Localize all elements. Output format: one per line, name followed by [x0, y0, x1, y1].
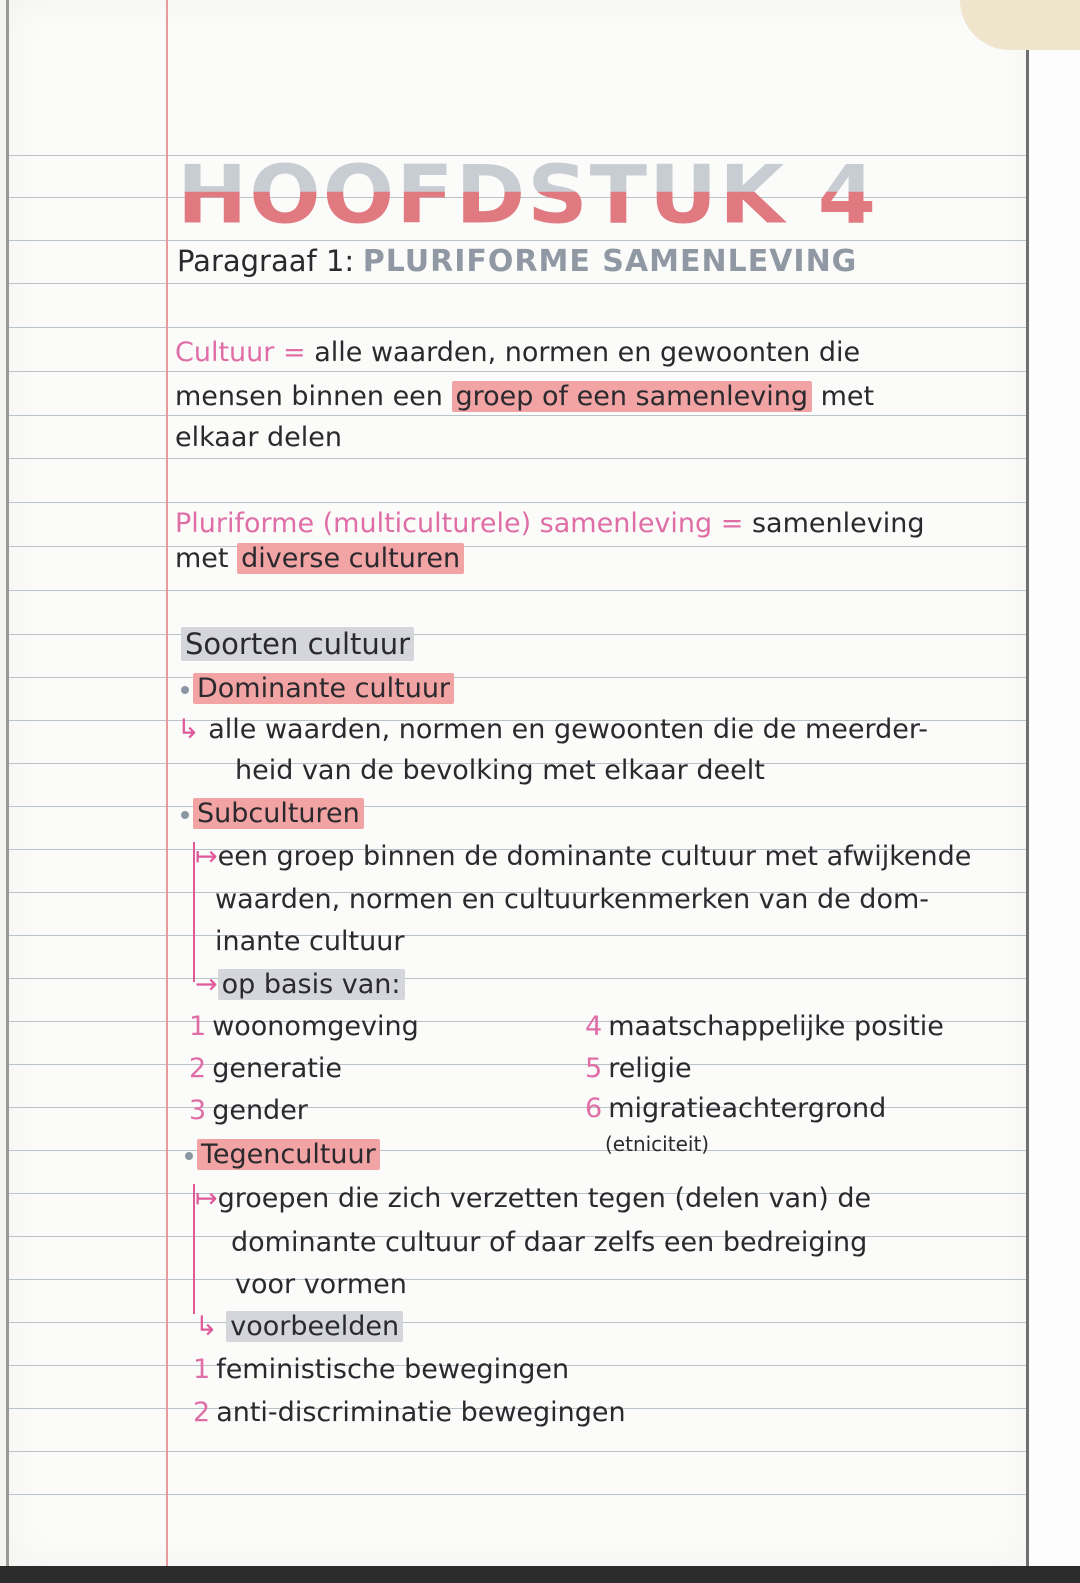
definition-text: met [820, 381, 875, 412]
item-text: migratieachtergrond [608, 1093, 887, 1124]
basis-item [585, 1052, 692, 1086]
paragraph-title: PLURIFORME SAMENLEVING [362, 244, 858, 279]
item-text: woonomgeving [212, 1011, 419, 1042]
chapter-title: HOOFDSTUK 4 [177, 148, 879, 242]
arrow-icon: ↦ [195, 1183, 218, 1214]
return-arrow-icon: ↳ [177, 714, 200, 745]
return-arrow-icon: ↳ [195, 1311, 218, 1342]
equals-sign: = [720, 508, 744, 539]
basis-item [585, 1010, 944, 1044]
basis-item [585, 1092, 886, 1126]
notebook-page [6, 0, 1029, 1566]
voorbeelden-line [195, 1310, 403, 1344]
subculturen-label: Subculturen [193, 798, 364, 829]
highlighted-phrase: diverse culturen [237, 543, 464, 574]
item-text: gender [212, 1095, 308, 1126]
definition-text: met [175, 543, 229, 574]
highlighted-phrase: groep of een samenleving [452, 381, 813, 412]
section-heading [181, 627, 414, 661]
next-page-edge [1026, 50, 1080, 1566]
definition-text: samenleving [751, 508, 925, 539]
pluriforme-definition-line1 [175, 507, 924, 541]
tegencultuur-definition-line1 [195, 1182, 871, 1216]
example-item [193, 1353, 569, 1387]
bullet-icon [185, 1152, 193, 1160]
item-number: 2 [189, 1053, 207, 1084]
bullet-icon [181, 686, 189, 694]
basis-item [189, 1010, 419, 1044]
paragraph-heading [177, 244, 857, 280]
op-basis-van [195, 968, 405, 1002]
definition-text: alle waarden, normen en gewoonten die [314, 337, 861, 368]
subculturen-definition-line1 [195, 840, 971, 874]
voorbeelden-label: voorbeelden [226, 1311, 403, 1342]
item-number: 4 [585, 1011, 603, 1042]
dominante-definition-line2: heid van de bevolking met elkaar deelt [235, 755, 765, 786]
bottom-edge [0, 1566, 1080, 1583]
item-text: maatschappelijke positie [608, 1011, 944, 1042]
item-text: anti-discriminatie bewegingen [216, 1397, 626, 1428]
item-number: 3 [189, 1095, 207, 1126]
bullet-icon [181, 811, 189, 819]
notes-content [9, 0, 1029, 1566]
cultuur-definition-line3: elkaar delen [175, 422, 343, 453]
subculturen-definition-line2: waarden, normen en cultuurkenmerken van de dom- [215, 884, 930, 915]
example-item [193, 1396, 626, 1430]
item-text: feministische bewegingen [216, 1354, 570, 1385]
definition-text: een groep binnen de dominante cultuur met afwijkende [217, 841, 972, 872]
definition-text: mensen binnen een [175, 381, 443, 412]
dominante-definition-line1 [177, 713, 928, 747]
pluriforme-term: Pluriforme (multiculturele) samenleving [175, 508, 713, 539]
pluriforme-definition-line2 [175, 542, 464, 576]
soorten-cultuur-heading: Soorten cultuur [181, 627, 414, 661]
cultuur-definition-line1 [175, 336, 860, 370]
equals-sign: = [282, 337, 306, 368]
arrow-icon: → [195, 969, 218, 1000]
item-number: 1 [193, 1354, 211, 1385]
dominante-item [181, 672, 454, 706]
dominante-label: Dominante cultuur [193, 673, 454, 704]
definition-text: alle waarden, normen en gewoonten die de meerder- [208, 714, 929, 745]
item-text: religie [608, 1053, 692, 1084]
item-text: generatie [212, 1053, 343, 1084]
tegencultuur-label: Tegencultuur [197, 1139, 380, 1170]
paragraph-label: Paragraaf 1: [177, 244, 355, 278]
subculturen-definition-line3: inante cultuur [215, 926, 405, 957]
basis-label: op basis van: [218, 969, 405, 1000]
arrow-icon: ↦ [195, 841, 218, 872]
item-number: 6 [585, 1093, 603, 1124]
basis-item [189, 1094, 308, 1128]
basis-item-note: (etniciteit) [605, 1132, 710, 1156]
tegencultuur-definition-line2: dominante cultuur of daar zelfs een bedreiging [231, 1227, 868, 1258]
item-number: 1 [189, 1011, 207, 1042]
cultuur-term: Cultuur [175, 337, 275, 368]
tegencultuur-item [185, 1138, 380, 1172]
basis-item [189, 1052, 342, 1086]
definition-text: groepen die zich verzetten tegen (delen van) de [217, 1183, 872, 1214]
subculturen-item [181, 797, 364, 831]
tegencultuur-definition-line3: voor vormen [235, 1269, 407, 1300]
item-number: 2 [193, 1397, 211, 1428]
item-number: 5 [585, 1053, 603, 1084]
cultuur-definition-line2 [175, 380, 874, 414]
